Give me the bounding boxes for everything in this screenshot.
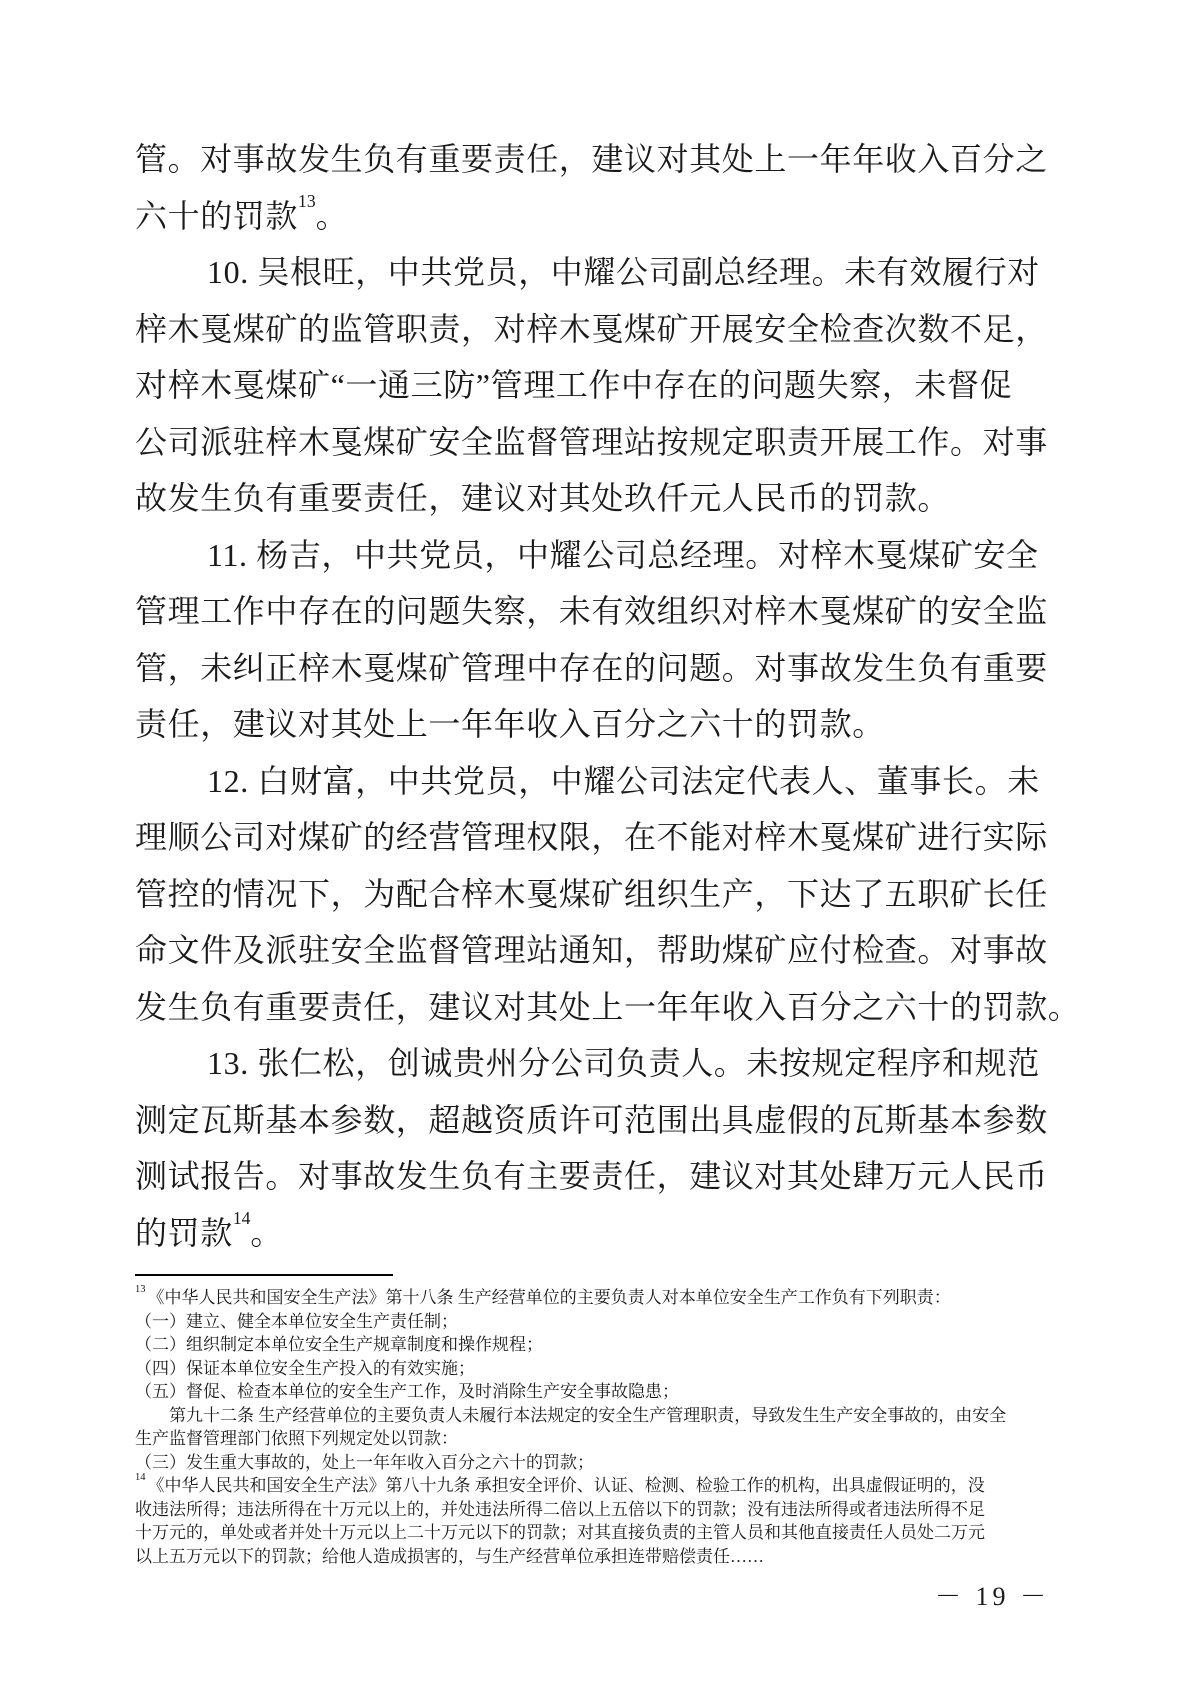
body-line: 测定瓦斯基本参数，超越资质许可范围出具虚假的瓦斯基本参数: [135, 1101, 1048, 1138]
body-line: 测试报告。对事故发生负有主要责任，建议对其处肆万元人民币: [135, 1158, 1048, 1194]
footnote-line: 收违法所得；违法所得在十万元以上的，并处违法所得二倍以上五倍以下的罚款；没有违法所得或者违法所得不足: [135, 1499, 985, 1519]
body-line: 管理工作中存在的问题失察，未有效组织对梓木戛煤矿的安全监: [135, 593, 1048, 629]
body-line: 管控的情况下，为配合梓木戛煤矿组织生产，下达了五职矿长任: [135, 875, 1048, 912]
body-text: [135, 131, 1081, 1261]
footnote-line: 第九十二条 生产经营单位的主要负责人未履行本法规定的安全生产管理职责，导致发生生产安全事故的，由安全: [169, 1405, 1007, 1425]
footnote-line: [135, 1283, 1075, 1310]
footnotes: [135, 1283, 1075, 1568]
footnote-line: （四）保证本单位安全生产投入的有效实施；: [135, 1358, 475, 1378]
body-line-text: 。: [315, 197, 349, 234]
footnote-line: （一）建立、健全本单位安全生产责任制；: [135, 1311, 458, 1331]
body-line: 命文件及派驻安全监督管理站通知，帮助煤矿应付检查。对事故: [135, 932, 1048, 968]
body-line-text: 。: [250, 1214, 284, 1251]
body-line: 梓木戛煤矿的监管职责，对梓木戛煤矿开展安全检查次数不足，: [135, 310, 1048, 347]
body-line: 发生负有重要责任，建议对其处上一年年收入百分之六十的罚款。: [135, 988, 1081, 1025]
footnote-line: 生产监督管理部门依照下列规定处以罚款：: [135, 1429, 458, 1448]
body-line: 管，未纠正梓木戛煤矿管理中存在的问题。对事故发生负有重要: [135, 649, 1048, 686]
body-line: [135, 188, 1051, 245]
body-line: 管。对事故发生负有重要责任，建议对其处上一年年收入百分之: [135, 141, 1048, 177]
page-number: － 19 －: [934, 1582, 1050, 1611]
footnote-divider: [135, 1274, 393, 1276]
footnote-line: 以上五万元以下的罚款；给他人造成损害的，与生产经营单位承担连带赔偿责任……: [135, 1546, 764, 1566]
footnote-ref-13: 13: [298, 190, 316, 211]
footnote-ref-14: 14: [232, 1207, 251, 1228]
body-line: 13. 张仁松，创诚贵州分公司负责人。未按规定程序和规范: [207, 1045, 1040, 1081]
body-line: 理顺公司对煤矿的经营管理权限，在不能对梓木戛煤矿进行实际: [135, 819, 1048, 855]
body-line: [135, 1205, 1051, 1262]
footnote-line: （五）督促、检查本单位的安全生产工作，及时消除生产安全事故隐患；: [135, 1382, 679, 1401]
body-line: 公司派驻梓木戛煤矿安全监督管理站按规定职责开展工作。对事: [135, 423, 1048, 460]
footnote-marker-14: 14: [135, 1471, 146, 1483]
footnote-text: 《中华人民共和国安全生产法》第八十九条 承担安全评价、认证、检测、检验工作的机构，出具虚假证明的，没: [147, 1476, 985, 1495]
body-line: 11. 杨吉，中共党员，中耀公司总经理。对梓木戛煤矿安全: [207, 536, 1039, 573]
body-line: 故发生负有重要责任，建议对其处玖仟元人民币的罚款。: [135, 480, 951, 516]
body-line: 对梓木戛煤矿“一通三防”管理工作中存在的问题失察，未督促: [135, 367, 1013, 403]
footnote-marker-13: 13: [135, 1283, 146, 1295]
footnote-line: [135, 1471, 1075, 1498]
body-line-text: 的罚款: [135, 1214, 233, 1251]
body-line: 12. 白财富，中共党员，中耀公司法定代表人、董事长。未: [207, 762, 1040, 799]
body-line: 责任，建议对其处上一年年收入百分之六十的罚款。: [135, 706, 885, 742]
body-line: 10. 吴根旺，中共党员，中耀公司副总经理。未有效履行对: [207, 254, 1040, 290]
body-line-text: 六十的罚款: [135, 197, 299, 234]
footnote-line: （二）组织制定本单位安全生产规章制度和操作规程；: [135, 1335, 543, 1354]
footnote-line: （三）发生重大事故的，处上一年年收入百分之六十的罚款；: [135, 1452, 594, 1472]
footnote-text: 《中华人民共和国安全生产法》第十八条 生产经营单位的主要负责人对本单位安全生产工作负有下列职责：: [147, 1288, 951, 1307]
footnote-line: 十万元的，单处或者并处十万元以上二十万元以下的罚款；对其直接负责的主管人员和其他直接责任人员处二万元: [135, 1523, 985, 1542]
